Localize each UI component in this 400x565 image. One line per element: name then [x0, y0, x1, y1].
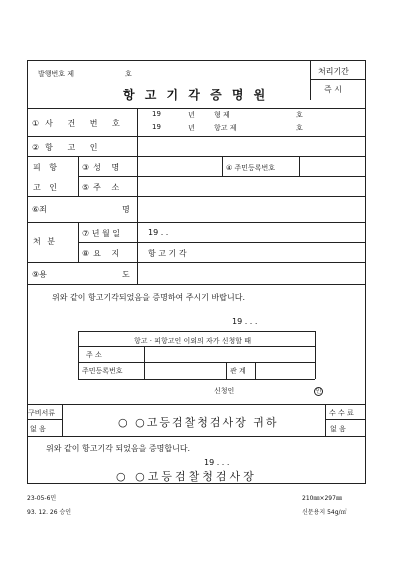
paper-spec: 신문용지 54g/㎡ [302, 509, 347, 516]
processing-period-value: 즉 시 [324, 85, 342, 94]
tp-bottom [78, 379, 315, 380]
respondent-resident-no-label: ④ 주민등록번호 [226, 164, 276, 172]
issue-number-label: 발행번호 제 [38, 70, 75, 78]
appellant-label: ②항 고 인 [32, 143, 104, 152]
case-line2-type: 항고 제 [214, 124, 237, 132]
tp-relation-label: 관 계 [230, 367, 246, 375]
fee-mid [325, 419, 366, 420]
tp-row1 [78, 346, 315, 347]
purpose-label-end: 도 [122, 270, 130, 279]
third-party-caption: 항고 · 피항고인 이외의 자가 신청할 때 [134, 337, 252, 345]
frame-right [365, 60, 366, 484]
respondent-group-label-1: 피 항 [33, 163, 60, 172]
respondent-group-label-2: 고 인 [33, 183, 60, 192]
docs-divider [62, 404, 63, 436]
header-bottom [27, 108, 366, 109]
case-number-label: ①사 건 번 호 [32, 119, 126, 128]
case-line1-type: 형 제 [214, 111, 230, 119]
request-bottom [27, 404, 366, 405]
charge-label-end: 명 [122, 205, 130, 214]
disposition-date-label: ⑦ 년 월 일 [82, 229, 120, 238]
tp-left [78, 331, 79, 379]
purpose-label-main: ⑨용 [32, 270, 47, 279]
form-title: 항 고 기 각 증 명 원 [123, 88, 269, 102]
approval: 93. 12. 26 승인 [27, 509, 72, 516]
documents-label: 구비서류 [28, 409, 56, 417]
docs-mid [27, 419, 62, 420]
row3-bottom [78, 176, 366, 177]
row1-bottom [27, 136, 366, 137]
fee-label: 수 수 료 [329, 409, 354, 417]
certification-statement: 위와 같이 항고기각 되었음을 증명합니다. [46, 444, 191, 453]
charge-label-main: ⑥죄 [32, 205, 47, 214]
row8-bottom [27, 284, 366, 285]
tp-row2 [78, 362, 315, 363]
case-line1-no: 호 [296, 111, 303, 119]
frame-top [27, 60, 366, 61]
form-code: 23-05-6민 [27, 495, 57, 502]
tp-rel-left [226, 362, 227, 379]
case-line2-year: 19 [152, 123, 161, 131]
row7-bottom [27, 262, 366, 263]
issuance-row-bottom [27, 436, 366, 437]
tp-resident-no-label: 주민등록번호 [82, 367, 123, 375]
row6-bottom [78, 242, 366, 243]
respondent-name-label: ③성 명 [82, 163, 124, 172]
disposition-date-value: 19 . . [148, 228, 169, 237]
addressee: ○ ○고등검찰청검사장 귀하 [118, 416, 279, 429]
paper-size: 210㎜×297㎜ [302, 495, 342, 502]
resident-no-divider2 [299, 156, 300, 176]
respondent-address-label: ⑤주 소 [82, 183, 124, 192]
request-statement: 위와 같이 항고기각되었음을 증명하여 주시기 바랍니다. [52, 293, 245, 302]
resident-no-divider [222, 156, 223, 176]
applicant-label: 신청인 [214, 387, 235, 395]
documents-value: 없 음 [30, 425, 46, 433]
processing-box-left [310, 60, 311, 100]
frame-left [27, 60, 28, 484]
processing-period-label: 처리기간 [318, 67, 349, 76]
row4-bottom [27, 196, 366, 197]
fee-value: 없 음 [330, 425, 346, 433]
disposition-summary-label: ⑧요 지 [82, 249, 124, 258]
request-date: 19 . . . [232, 317, 258, 326]
certification-date: 19 . . . [204, 458, 230, 467]
fee-divider [325, 404, 326, 436]
case-line2-no: 호 [296, 124, 303, 132]
disposition-group-label: 처 분 [33, 237, 57, 246]
tp-top [78, 331, 315, 332]
case-line2-year-unit: 년 [188, 124, 195, 132]
tp-address-label: 주 소 [86, 351, 102, 359]
seal-mark: 인 [315, 388, 322, 395]
issuer: ○ ○고등검찰청검사장 [116, 470, 257, 483]
disposition-summary-value: 항 고 기 각 [148, 249, 187, 258]
processing-box-mid [310, 79, 366, 80]
tp-col [144, 346, 145, 379]
tp-right [315, 331, 316, 379]
case-line1-year: 19 [152, 110, 161, 118]
tp-rel-right [255, 362, 256, 379]
issue-number-suffix: 호 [125, 70, 132, 78]
case-line1-year-unit: 년 [188, 111, 195, 119]
